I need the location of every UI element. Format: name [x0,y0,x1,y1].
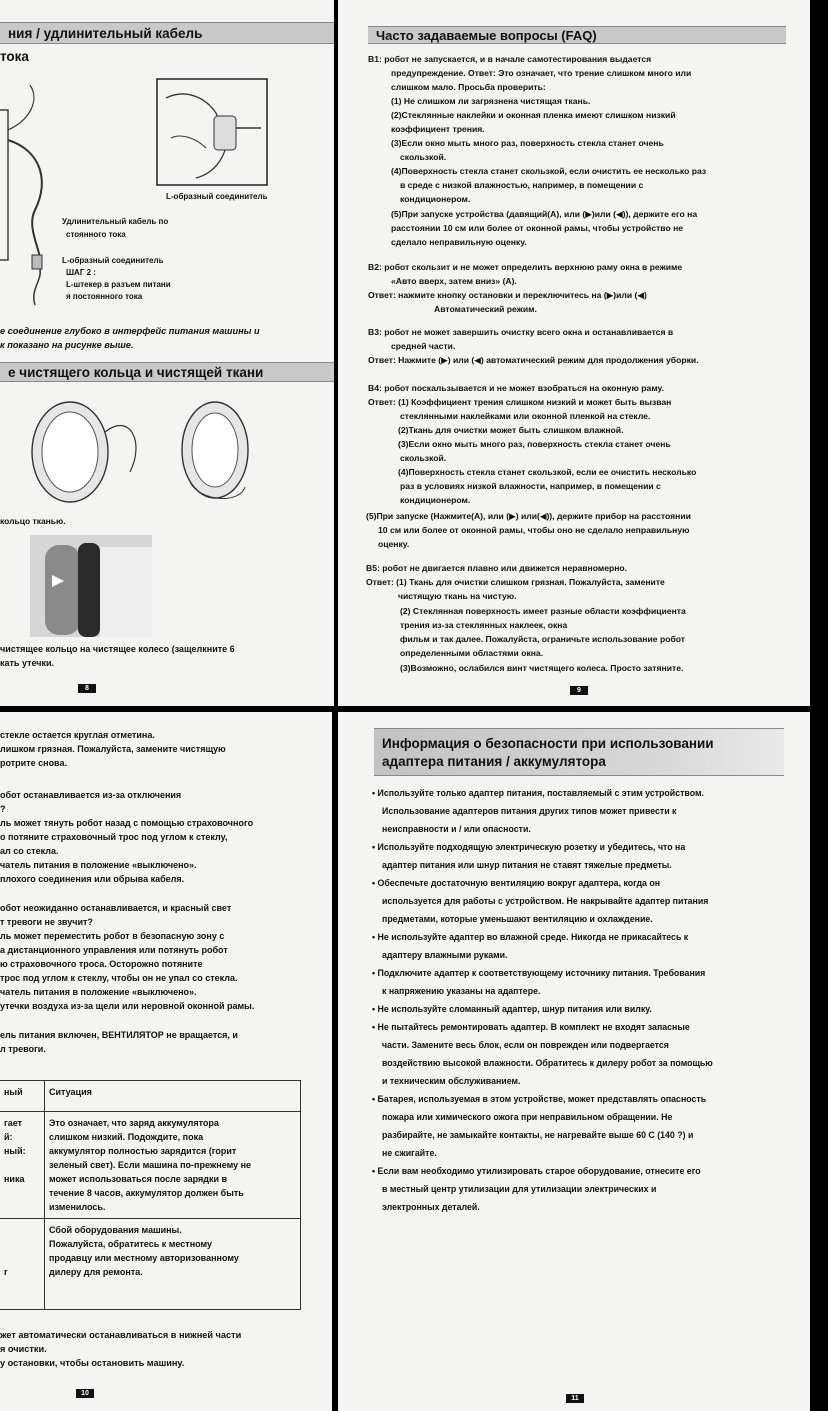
text-line: ? [0,804,6,814]
scan-edge [810,0,828,1411]
text-line: оценку. [378,539,410,549]
text-line: определенными областями окна. [400,648,544,658]
text-line: скользкой. [400,152,447,162]
text-line: ль может тянуть робот назад с помощью страховочного [0,818,254,828]
text-line: В1: робот не запускается, и в начале самотестирования выдается [368,54,652,64]
text-line: (3)Если окно мыть много раз, поверхность стекла станет очень [398,439,671,449]
l-connector-illustration [156,78,268,186]
text-line: кондиционером. [400,194,471,204]
text-line: т тревоги не звучит? [0,917,93,927]
text-line: фильм и так далее. Пожалуйста, ограничьте использование робот [400,634,685,644]
text-line: неисправности и / или опасности. [382,824,531,834]
text-line: 10 см или более от оконной рамы, чтобы оно не сделало неправильную [378,525,690,535]
cable-label-2: стоянного тока [66,230,126,239]
bottom-text-1: жет автоматически останавливаться в нижней части [0,1330,242,1340]
banner-text-continued: тока [0,49,29,64]
page-number: 11 [566,1394,584,1403]
text-line: ал со стекла. [0,846,59,856]
ring-caption: кольцо тканью. [0,516,66,526]
safety-banner [374,728,784,776]
text-line: ротрите снова. [0,758,67,768]
text-line: предметами, которые уменьшают вентиляцию и охлаждение. [382,914,653,924]
text-line: предупреждение. Ответ: Это означает, что трение слишком много или [391,68,692,78]
cell-line: ника [4,1174,25,1184]
text-line: утечки воздуха из-за щели или неровной оконной рамы. [0,1001,255,1011]
cell-line: r [4,1267,8,1277]
cell-line: Это означает, что заряд аккумулятора [49,1118,219,1128]
text-line: воздействию высокой влажности. Обратитесь к дилеру робот за помощью [382,1058,713,1068]
text-line: (4)Поверхность стекла станет скользкой, если ее очистить несколько [398,467,697,477]
text-line: • Подключите адаптер к соответствующему источнику питания. Требования [372,968,706,978]
l-connector-caption: L-образный соединитель [166,192,268,201]
cell-line: зеленый свет). Если машина по-прежнему не [49,1160,252,1170]
text-line: чистящую ткань на чистую. [398,591,517,601]
cell-line: аккумулятор полностью зарядится (горит [49,1146,237,1156]
faq-banner [368,26,786,44]
text-line: расстоянии 10 см или более от оконной рамы, чтобы устройство не [391,223,684,233]
text-line: плохого соединения или обрыва кабеля. [0,874,185,884]
text-line: раз в условиях низкой влажности, например, в помещении с [400,481,661,491]
text-line: не сжигайте. [382,1148,437,1158]
text-line: • Используйте подходящую электрическую розетку и убедитесь, что на [372,842,686,852]
row1-right [45,1112,301,1219]
cell-line: й: [4,1132,13,1142]
text-line: Ответ: (1) Ткань для очистки слишком грязная. Пожалуйста, замените [366,577,665,587]
cell-line: Сбой оборудования машины. [49,1225,182,1235]
bottom-text-3: у остановки, чтобы остановить машину. [0,1358,185,1368]
row2-right [45,1219,301,1310]
text-line: В3: робот не может завершить очистку всего окна и останавливается в [368,327,674,337]
text-line: стеклянными наклейками или оконной пленкой на стекле. [400,411,651,421]
text-line: ель питания включен, ВЕНТИЛЯТОР не вращается, и [0,1030,238,1040]
text-line: Ответ: нажмите кнопку остановки и переключитесь на (▶)или (◀) [368,290,647,300]
banner-text: Часто задаваемые вопросы (FAQ) [376,28,597,43]
text-line: и техническим обслуживанием. [382,1076,521,1086]
text-line: ю страховочного троса. Осторожно потяните [0,959,203,969]
text-line: (2)Стеклянные наклейки и оконная пленка имеют слишком низкий [391,110,676,120]
text-line: скользкой. [400,453,447,463]
page-number: 9 [570,686,588,695]
text-line: электронных деталей. [382,1202,480,1212]
step-label-1: L-образный соединитель [62,256,164,265]
cell-line: слишком низкий. Подождите, пока [49,1132,204,1142]
text-line: к напряжению указаны на адаптере. [382,986,541,996]
cell-line: Пожалуйста, обратитесь к местному [49,1239,213,1249]
text-line: Ответ: (1) Коэффициент трения слишком низкий и может быть вызван [368,397,672,407]
text-line: средней части. [391,341,456,351]
cell-line: течение 8 часов, аккумулятор должен быть [49,1188,244,1198]
text-line: стекле остается круглая отметина. [0,730,155,740]
banner-text: ния / удлинительный кабель [8,26,203,41]
header-cell-right: Ситуация [45,1081,301,1112]
text-line: а дистанционного управления или потянуть робот [0,945,228,955]
text-line: • Не используйте сломанный адаптер, шнур питания или вилку. [372,1004,652,1014]
text-line: (2) Стеклянная поверхность имеет разные области коэффициента [400,606,686,616]
text-line: Автоматический режим. [434,304,537,314]
manual-page-10 [0,712,332,1411]
step-label-2: ШАГ 2 : [66,268,96,277]
bottom-text-2: кать утечки. [0,658,55,668]
section-banner-cable [0,22,334,44]
manual-page-11 [338,712,810,1411]
banner-text: е чистящего кольца и чистящей ткани [8,365,264,380]
text-line: В5: робот не двигается плавно или движется неравномерно. [366,563,628,573]
text-line: (4)Поверхность стекла станет скользкой, если очистить ее несколько раз [391,166,707,176]
text-line: • Не пытайтесь ремонтировать адаптер. В комплект не входят запасные [372,1022,690,1032]
text-line: пожара или химического ожога при неправильном обращении. Не [382,1112,673,1122]
text-line: ль может переместить робот в безопасную зону с [0,931,225,941]
text-line: (2)Ткань для очистки может быть слишком влажной. [398,425,624,435]
bottom-text-2: я очистки. [0,1344,47,1354]
connection-note-2: к показано на рисунке выше. [0,340,134,350]
bottom-text-1: чистящее кольцо на чистящее колесо (защелкните 6 [0,644,235,654]
page-number: 8 [78,684,96,693]
cell-line: продавцу или местному авторизованному [49,1253,239,1263]
text-line: (3)Если окно мыть много раз, поверхность стекла станет очень [391,138,664,148]
step-label-3: L-штекер в разъем питани [66,280,171,289]
cell-line [4,1158,40,1172]
cell-line: ный: [4,1146,26,1156]
text-line: чатель питания в положение «выключено». [0,860,197,870]
text-line: В2: робот скользит и не может определить верхнюю раму окна в режиме [368,262,683,272]
text-line: коэффициент трения. [391,124,485,134]
cleaning-ring-illustration [10,392,310,512]
situation-table [0,1080,301,1310]
text-line: сделало неправильную оценку. [391,237,527,247]
text-line: адаптер питания или шнур питания не ставят тяжелые предметы. [382,860,672,870]
text-line: Использование адаптеров питания других типов может привести к [382,806,677,816]
text-line: части. Замените весь блок, если он поврежден или подвергается [382,1040,669,1050]
row1-left [0,1112,45,1219]
text-line: • Обеспечьте достаточную вентиляцию вокруг адаптера, когда он [372,878,661,888]
text-line: (1) Не слишком ли загрязнена чистящая ткань. [391,96,591,106]
text-line: лишком грязная. Пожалуйста, замените чистящую [0,744,226,754]
text-line: кондиционером. [400,495,471,505]
ring-attach-photo [30,535,152,637]
section-banner-cleaning-ring [0,362,334,382]
manual-page-8 [0,0,334,706]
text-line: «Авто вверх, затем вниз» (A). [391,276,517,286]
text-line: • Если вам необходимо утилизировать старое оборудование, отнесите его [372,1166,701,1176]
text-line: • Батарея, используемая в этом устройстве, может представлять опасность [372,1094,707,1104]
cell-line: гает [4,1118,23,1128]
text-line: (3)Возможно, ослабился винт чистящего колеса. Просто затяните. [400,663,684,673]
connection-note-1: е соединение глубоко в интерфейс питания машины и [0,326,260,336]
text-line: • Не используйте адаптер во влажной среде. Никогда не прикасайтесь к [372,932,689,942]
text-line: • Используйте только адаптер питания, поставляемый с этим устройством. [372,788,704,798]
text-line: обот останавливается из-за отключения [0,790,182,800]
header-cell-left: ный [0,1081,45,1112]
cell-line: может использоваться после зарядки в [49,1174,228,1184]
table-row [0,1112,301,1219]
text-line: слишком мало. Просьба проверить: [391,82,546,92]
page-number: 10 [76,1389,94,1398]
text-line: используется для работы с устройством. Не накрывайте адаптер питания [382,896,709,906]
text-line: в среде с низкой влажностью, например, в помещении с [400,180,644,190]
text-line: л тревоги. [0,1044,46,1054]
text-line: разбирайте, не замыкайте контакты, не нагревайте выше 60 С (140 ?) и [382,1130,694,1140]
text-line: в местный центр утилизации для утилизации электрических и [382,1184,657,1194]
row2-left [0,1219,45,1310]
text-line: адаптеру влажными руками. [382,950,508,960]
text-line: В4: робот поскальзывается и не может взобраться на оконную раму. [368,383,664,393]
step-label-4: я постоянного тока [66,292,143,301]
table-header-row [0,1081,301,1112]
text-line: обот неожиданно останавливается, и красный свет [0,903,232,913]
banner-line-1: Информация о безопасности при использовании [382,736,714,751]
cell-line: изменилось. [49,1202,106,1212]
manual-page-9 [338,0,810,706]
text-line: трос под углом к стеклу, чтобы он не упал со стекла. [0,973,238,983]
text-line: трения из-за стеклянных наклеек, окна [400,620,568,630]
table-row [0,1219,301,1310]
text-line: (5)При запуске устройства (давящий(A), или (▶)или (◀)), держите его на [391,209,698,219]
text-line: (5)При запуске (Нажмите(A), или (▶) или(◀)), держите прибор на расстоянии [366,511,691,521]
banner-line-2: адаптера питания / аккумулятора [382,754,606,769]
cell-line: дилеру для ремонта. [49,1267,143,1277]
text-line: Ответ: Нажмите (▶) или (◀) автоматический режим для продолжения уборки. [368,355,699,365]
text-line: чатель питания в положение «выключено». [0,987,197,997]
text-line: о потяните страховочный трос под углом к стеклу, [0,832,228,842]
cable-label-1: Удлинительный кабель по [62,217,169,226]
